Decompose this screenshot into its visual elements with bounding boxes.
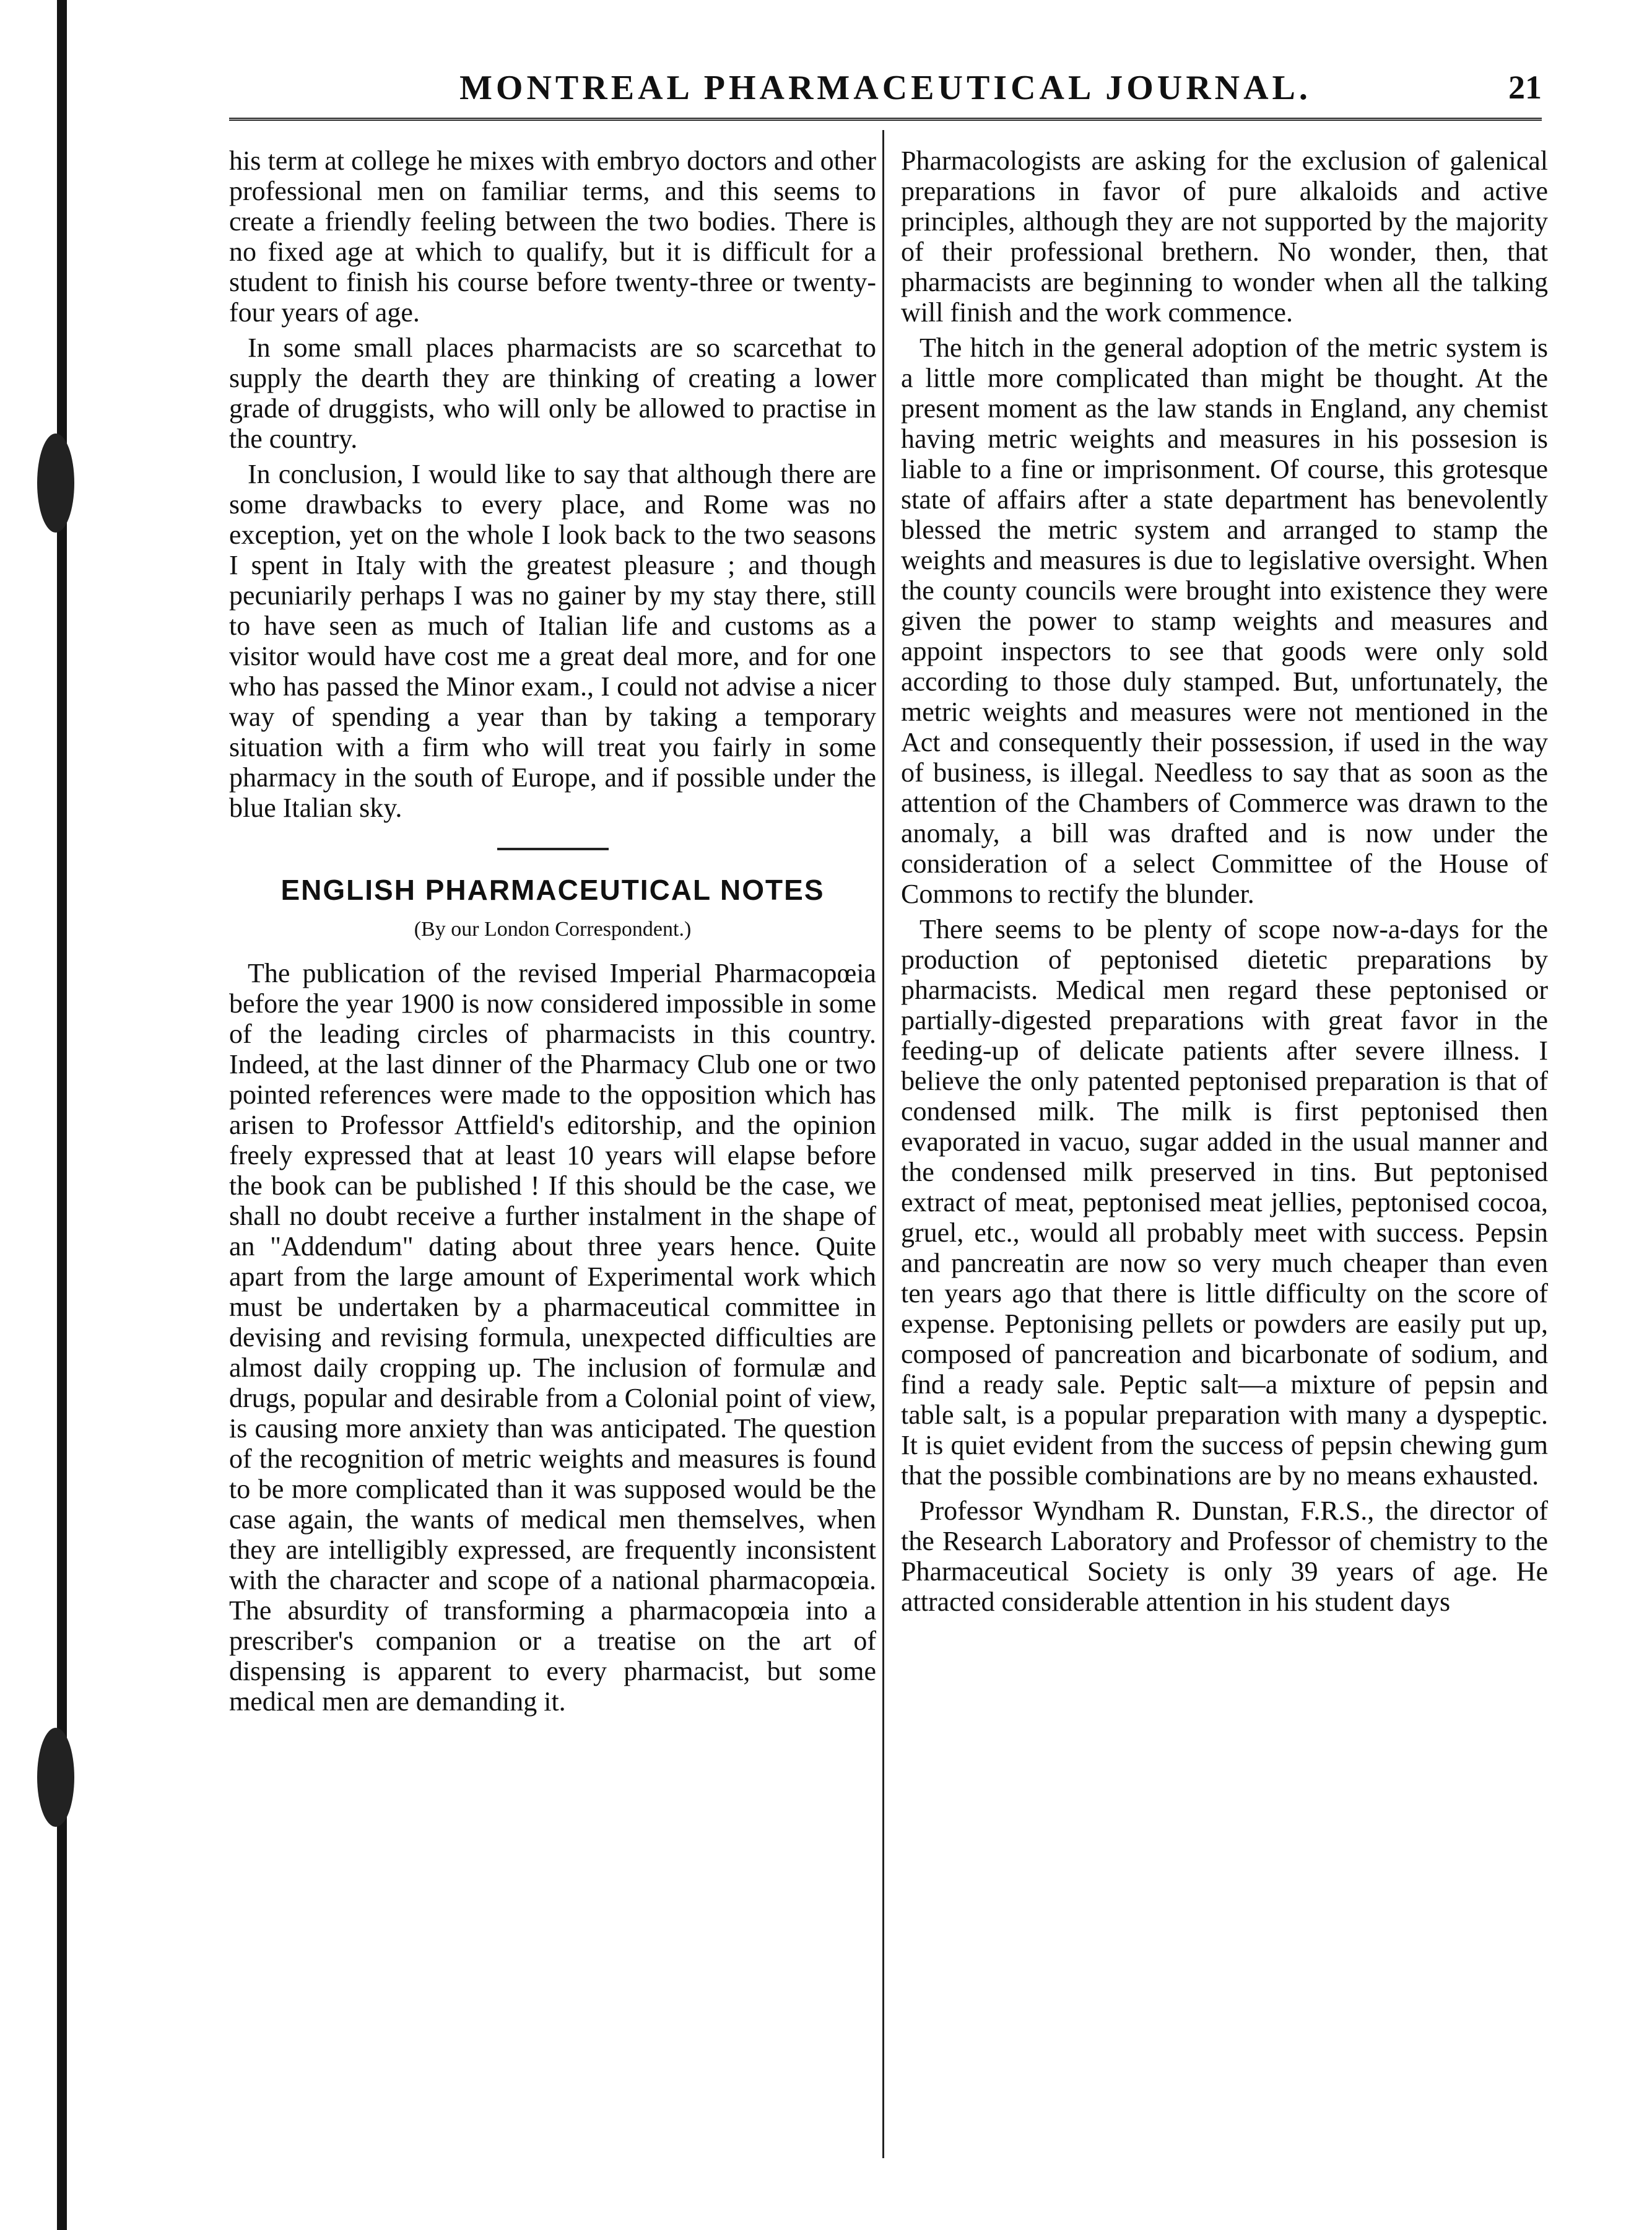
byline: (By our London Correspondent.) (414, 918, 692, 941)
page-number: 21 (1508, 69, 1542, 106)
section-separator (497, 848, 609, 850)
right-column (901, 146, 1548, 1622)
paragraph: Professor Wyndham R. Dunstan, F.R.S., the director of the Research Laboratory and Professor of chemistry to the Pharmaceutical Society is only 39 years of age. He attracted considerable attention in his student days (901, 1496, 1548, 1617)
paragraph: The publication of the revised Imperial Pharmacopœia before the year 1900 is now considered impossible in some of the leading circles of pharmacists in this country. Indeed, at the last dinner of the Pharmacy Club one or two pointed references were made to the opposition which has arisen to Professor Attfield's editorship, and the opinion freely expressed that at least 10 years will elapse before the book can be published ! If this should be the case, we shall no doubt receive a further instalment in the shape of an "Addendum" dating about three years hence. Quite apart from the large amount of Experimental work which must be undertaken by a pharmaceutical committee in devising and revising formula, unexpected difficulties are almost daily cropping up. The inclusion of formulæ and drugs, popular and desirable from a Colonial point of view, is causing more anxiety than was anticipated. The question of the recognition of metric weights and measures is found to be more complicated than it was supposed would be the case again, the wants of medical men themselves, when they are intelligibly expressed, are frequently inconsistent with the character and scope of a national pharmacopœia. The absurdity of transforming a pharmacopœia into a prescriber's companion or a treatise on the art of dispensing is apparent to every pharmacist, but some medical men are demanding it. (229, 958, 876, 1717)
binding-spine (57, 0, 67, 2230)
journal-title: MONTREAL PHARMACEUTICAL JOURNAL. (459, 69, 1311, 107)
left-column (229, 146, 876, 1722)
paragraph: his term at college he mixes with embryo doctors and other professional men on familiar terms, and this seems to create a friendly feeling between the two bodies. There is no fixed age at which to qualify, but it is difficult for a student to finish his course before twenty-three or twenty-four years of age. (229, 146, 876, 328)
binding-mark (37, 433, 74, 533)
paragraph: There seems to be plenty of scope now-a-days for the production of peptonised dietetic preparations by pharmacists. Medical men regard these peptonised or partially-digested preparations with great favor in the feeding-up of delicate patients after severe illness. I believe the only patented peptonised preparation is that of condensed milk. The milk is first peptonised then evaporated in vacuo, sugar added in the usual manner and the condensed milk preserved in tins. But peptonised extract of meat, peptonised meat jellies, peptonised cocoa, gruel, etc., would all probably meet with success. Pepsin and pancreatin are now so very much cheaper than even ten years ago that there is little difficulty on the score of expense. Peptonising pellets or powders are easily put up, composed of pancreation and bicarbonate of sodium, and find a ready sale. Peptic salt—a mixture of pepsin and table salt, is a popular preparation with many a dyspeptic. It is quiet evident from the success of pepsin chewing gum that the possible combinations are by no means exhausted. (901, 914, 1548, 1491)
page-header (229, 62, 1542, 118)
header-rule (229, 118, 1542, 121)
paragraph: In conclusion, I would like to say that although there are some drawbacks to every place, and Rome was no exception, yet on the whole I look back to the two seasons I spent in Italy with the greatest pleasure ; and though pecuniarily perhaps I was no gainer by my stay there, still to have seen as much of Italian life and customs as a visitor would have cost me a great deal more, and for one who has passed the Minor exam., I could not advise a nicer way of spending a year than by taking a temporary situation with a firm who will treat you fairly in some pharmacy in the south of Europe, and if possible under the blue Italian sky. (229, 459, 876, 823)
column-divider (882, 130, 884, 2158)
binding-mark (37, 1728, 74, 1827)
paragraph: In some small places pharmacists are so scarcethat to supply the dearth they are thinking of creating a lower grade of druggists, who will only be allowed to practise in the country. (229, 333, 876, 454)
paragraph: Pharmacologists are asking for the exclusion of galenical preparations in favor of pure alkaloids and active principles, although they are not supported by the majority of their professional brethern. No wonder, then, that pharmacists are beginning to wonder when all the talking will finish and the work commence. (901, 146, 1548, 328)
section-heading: ENGLISH PHARMACEUTICAL NOTES (280, 874, 825, 906)
paragraph: The hitch in the general adoption of the metric system is a little more complicated than might be thought. At the present moment as the law stands in England, any chemist having metric weights and measures in his possesion is liable to a fine or imprisonment. Of course, this grotesque state of affairs after a state department has benevolently blessed the metric system and arranged to stamp the weights and measures is due to legislative oversight. When the county councils were brought into existence they were given the power to stamp weights and measures and appoint inspectors to see that goods were only sold according to those duly stamped. But, unfortunately, the metric weights and measures were not mentioned in the Act and consequently their possession, if used in the way of business, is illegal. Needless to say that as soon as the attention of the Chambers of Commerce was drawn to the anomaly, a bill was drafted and is now under the consideration of a select Committee of the House of Commons to rectify the blunder. (901, 333, 1548, 909)
